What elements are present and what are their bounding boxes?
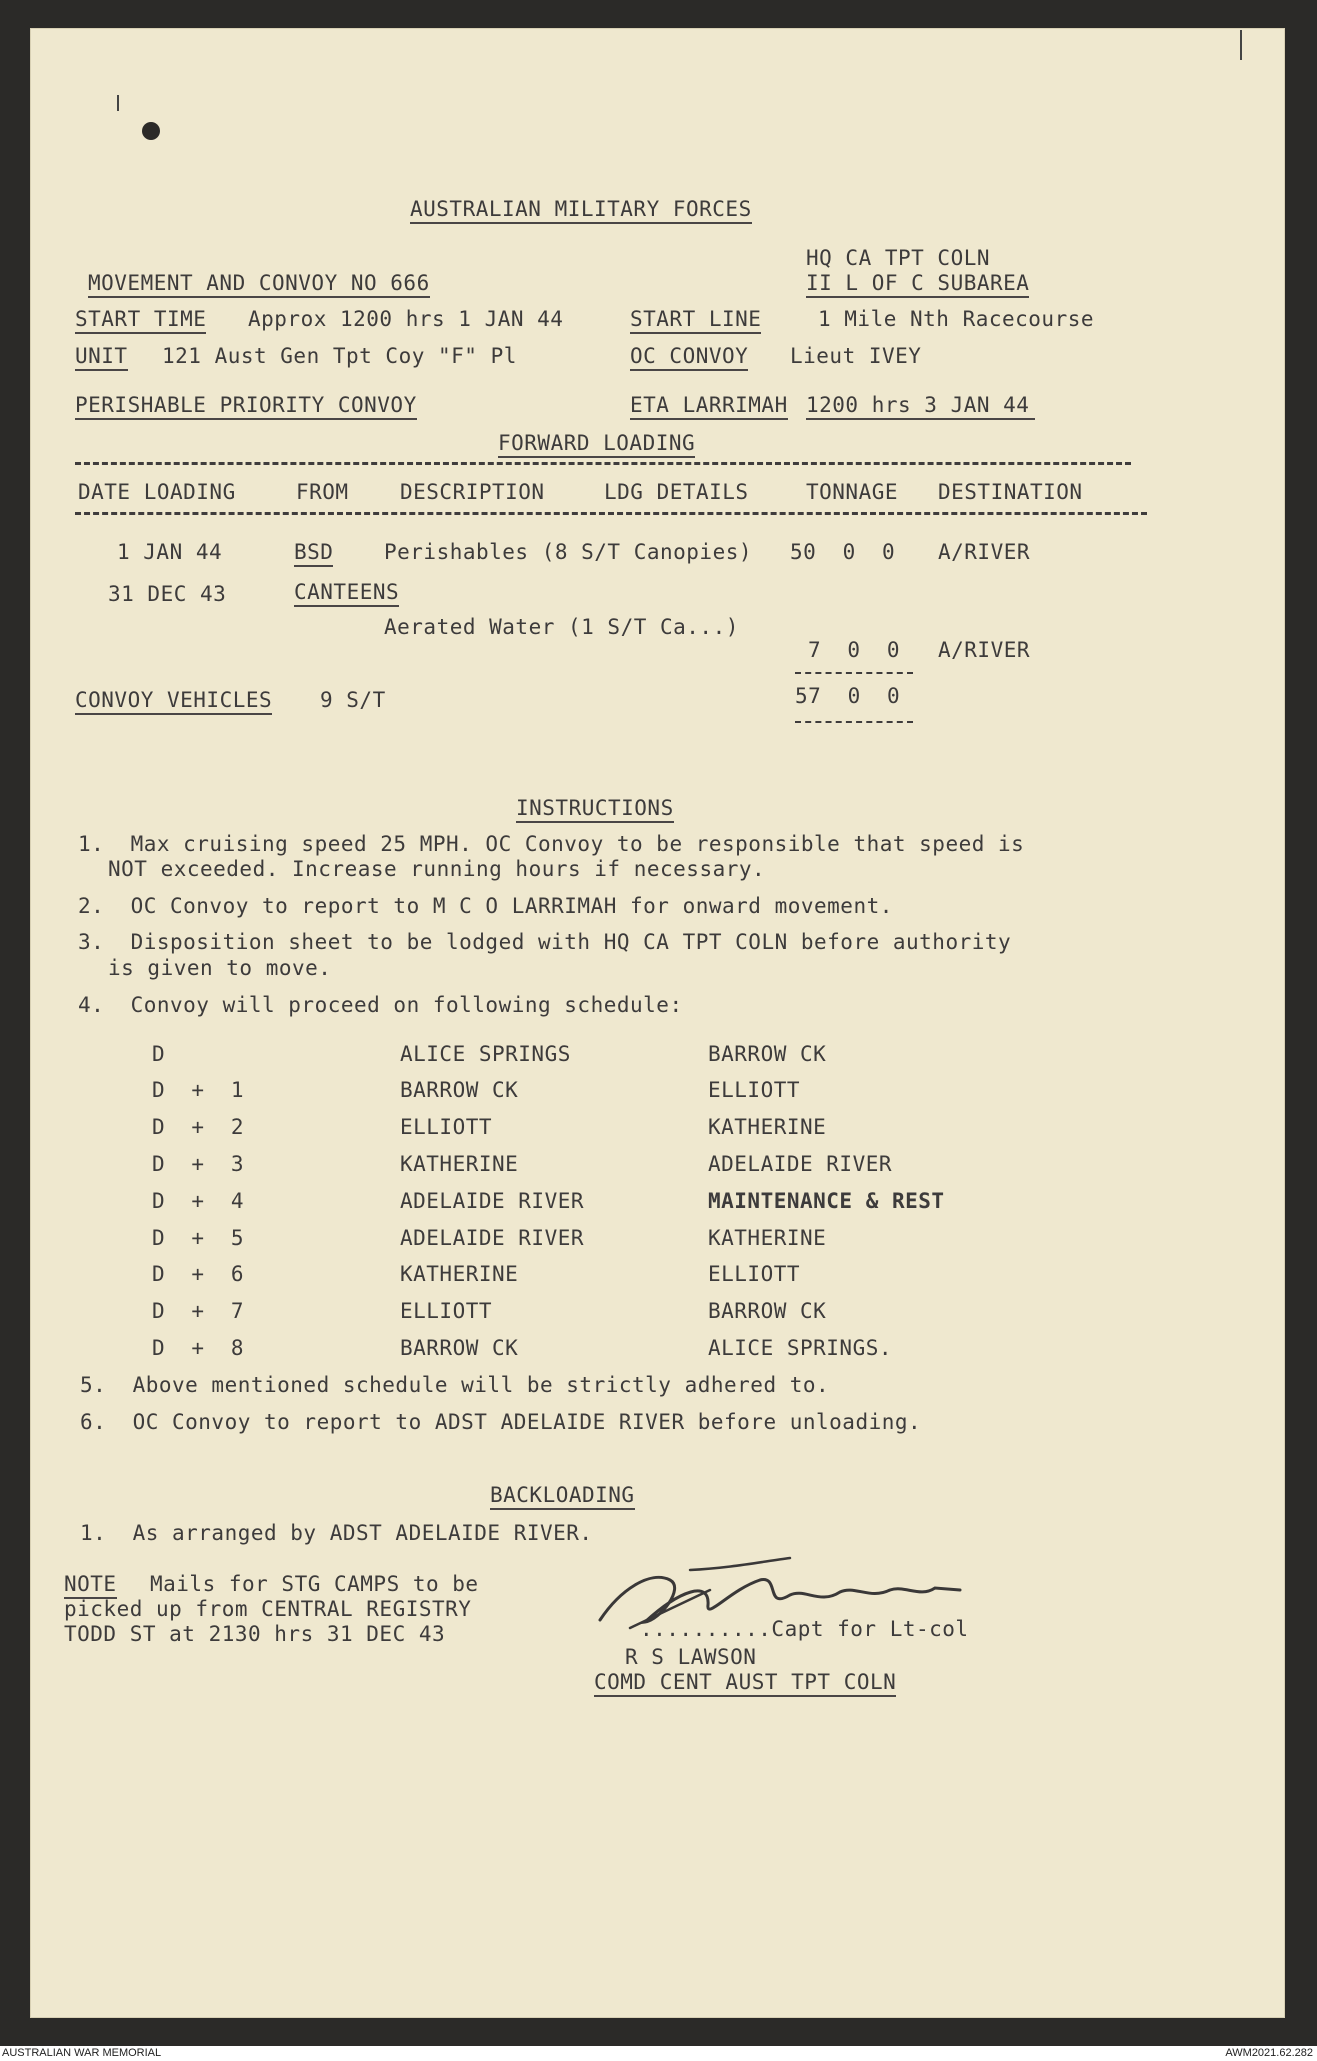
unit-label: UNIT (75, 344, 128, 371)
row1-tonnage: 50 0 0 (790, 540, 896, 564)
schedule-from: KATHERINE (400, 1262, 519, 1286)
row2-destination: A/RIVER (938, 638, 1031, 662)
unit-value: 121 Aust Gen Tpt Coy "F" Pl (162, 344, 517, 368)
instruction-5: 5. Above mentioned schedule will be strictly adhered to. (80, 1373, 830, 1397)
punch-hole (142, 122, 160, 140)
schedule-day: D + 8 (152, 1336, 245, 1360)
schedule-from: ADELAIDE RIVER (400, 1226, 585, 1250)
note-label: NOTE (64, 1572, 117, 1599)
column-date: DATE LOADING (78, 480, 236, 504)
schedule-to: KATHERINE (708, 1115, 827, 1139)
start-time-label: START TIME (75, 307, 206, 334)
schedule-to: KATHERINE (708, 1226, 827, 1250)
row1-destination: A/RIVER (938, 540, 1031, 564)
document-title: AUSTRALIAN MILITARY FORCES (410, 197, 752, 224)
schedule-from: BARROW CK (400, 1336, 519, 1360)
schedule-day: D + 3 (152, 1152, 245, 1176)
oc-convoy-label: OC CONVOY (630, 344, 748, 371)
schedule-from: KATHERINE (400, 1152, 519, 1176)
row2-description: Aerated Water (1 S/T Ca...) (384, 615, 739, 639)
instruction-1a: 1. Max cruising speed 25 MPH. OC Convoy to be responsible that speed is (78, 832, 1025, 856)
column-ldg-details: LDG DETAILS (604, 480, 749, 504)
schedule-from: BARROW CK (400, 1078, 519, 1102)
priority-label: PERISHABLE PRIORITY CONVOY (75, 393, 417, 420)
schedule-to: BARROW CK (708, 1042, 827, 1066)
subtotal-rule (795, 672, 913, 674)
schedule-day: D + 7 (152, 1299, 245, 1323)
start-line-label: START LINE (630, 307, 761, 334)
schedule-to: BARROW CK (708, 1299, 827, 1323)
schedule-to: MAINTENANCE & REST (708, 1189, 945, 1213)
instruction-4: 4. Convoy will proceed on following schedule: (78, 993, 683, 1017)
column-tonnage: TONNAGE (806, 480, 899, 504)
schedule-day: D (152, 1042, 166, 1066)
schedule-day: D + 4 (152, 1189, 245, 1213)
hq-line-2: II L OF C SUBAREA (806, 271, 1029, 298)
hq-line-1: HQ CA TPT COLN (806, 246, 991, 270)
schedule-to: ELLIOTT (708, 1078, 801, 1102)
convoy-vehicles-label: CONVOY VEHICLES (75, 688, 272, 715)
total-tonnage: 57 0 0 (795, 684, 901, 708)
note-line-2: picked up from CENTRAL REGISTRY (64, 1597, 472, 1621)
signature-appointment: COMD CENT AUST TPT COLN (594, 1670, 896, 1697)
start-time-value: Approx 1200 hrs 1 JAN 44 (248, 307, 564, 331)
convoy-vehicles-value: 9 S/T (320, 688, 386, 712)
ink-mark (117, 95, 119, 111)
row1-date: 1 JAN 44 (117, 540, 223, 564)
row2-date: 31 DEC 43 (108, 582, 227, 606)
row2-from: CANTEENS (294, 580, 399, 607)
eta-value: 1200 hrs 3 JAN 44 (806, 393, 1035, 420)
schedule-day: D + 2 (152, 1115, 245, 1139)
schedule-from: ADELAIDE RIVER (400, 1189, 585, 1213)
footer-accession: AWM2021.62.282 (1225, 2047, 1313, 2059)
schedule-day: D + 6 (152, 1262, 245, 1286)
schedule-day: D + 1 (152, 1078, 245, 1102)
instructions-title: INSTRUCTIONS (516, 796, 674, 823)
schedule-to: ELLIOTT (708, 1262, 801, 1286)
schedule-from: ELLIOTT (400, 1299, 493, 1323)
archive-footer (0, 2046, 1317, 2061)
backloading-title: BACKLOADING (490, 1483, 635, 1510)
table-rule-bottom (75, 512, 1147, 515)
signature-name: R S LAWSON (625, 1645, 757, 1669)
schedule-from: ELLIOTT (400, 1115, 493, 1139)
signature-rank: ..........Capt for Lt-col (640, 1617, 969, 1641)
schedule-to: ADELAIDE RIVER (708, 1152, 893, 1176)
backloading-item-1: 1. As arranged by ADST ADELAIDE RIVER. (80, 1521, 593, 1545)
schedule-from: ALICE SPRINGS (400, 1042, 571, 1066)
edge-mark (1240, 30, 1242, 60)
note-line-3: TODD ST at 2130 hrs 31 DEC 43 (64, 1622, 446, 1646)
start-line-value: 1 Mile Nth Racecourse (818, 307, 1095, 331)
column-destination: DESTINATION (938, 480, 1083, 504)
total-rule (795, 721, 913, 723)
instruction-2: 2. OC Convoy to report to M C O LARRIMAH for onward movement. (78, 894, 893, 918)
instruction-3b: is given to move. (108, 956, 332, 980)
movement-title: MOVEMENT AND CONVOY NO 666 (88, 271, 430, 298)
schedule-to: ALICE SPRINGS. (708, 1336, 893, 1360)
instruction-1b: NOT exceeded. Increase running hours if necessary. (108, 857, 766, 881)
row2-tonnage: 7 0 0 (808, 638, 901, 662)
column-from: FROM (296, 480, 349, 504)
schedule-day: D + 5 (152, 1226, 245, 1250)
oc-convoy-value: Lieut IVEY (790, 344, 922, 368)
footer-source: AUSTRALIAN WAR MEMORIAL (2, 2047, 162, 2059)
eta-label: ETA LARRIMAH (630, 393, 788, 420)
column-description: DESCRIPTION (400, 480, 545, 504)
forward-loading-title: FORWARD LOADING (498, 431, 695, 458)
instruction-6: 6. OC Convoy to report to ADST ADELAIDE RIVER before unloading. (80, 1410, 922, 1434)
row1-description: Perishables (8 S/T Canopies) (384, 540, 753, 564)
instruction-3a: 3. Disposition sheet to be lodged with HQ CA TPT COLN before authority (78, 930, 1012, 954)
note-line-1: Mails for STG CAMPS to be (150, 1572, 479, 1596)
table-rule-top (75, 462, 1131, 465)
row1-from: BSD (294, 540, 333, 567)
